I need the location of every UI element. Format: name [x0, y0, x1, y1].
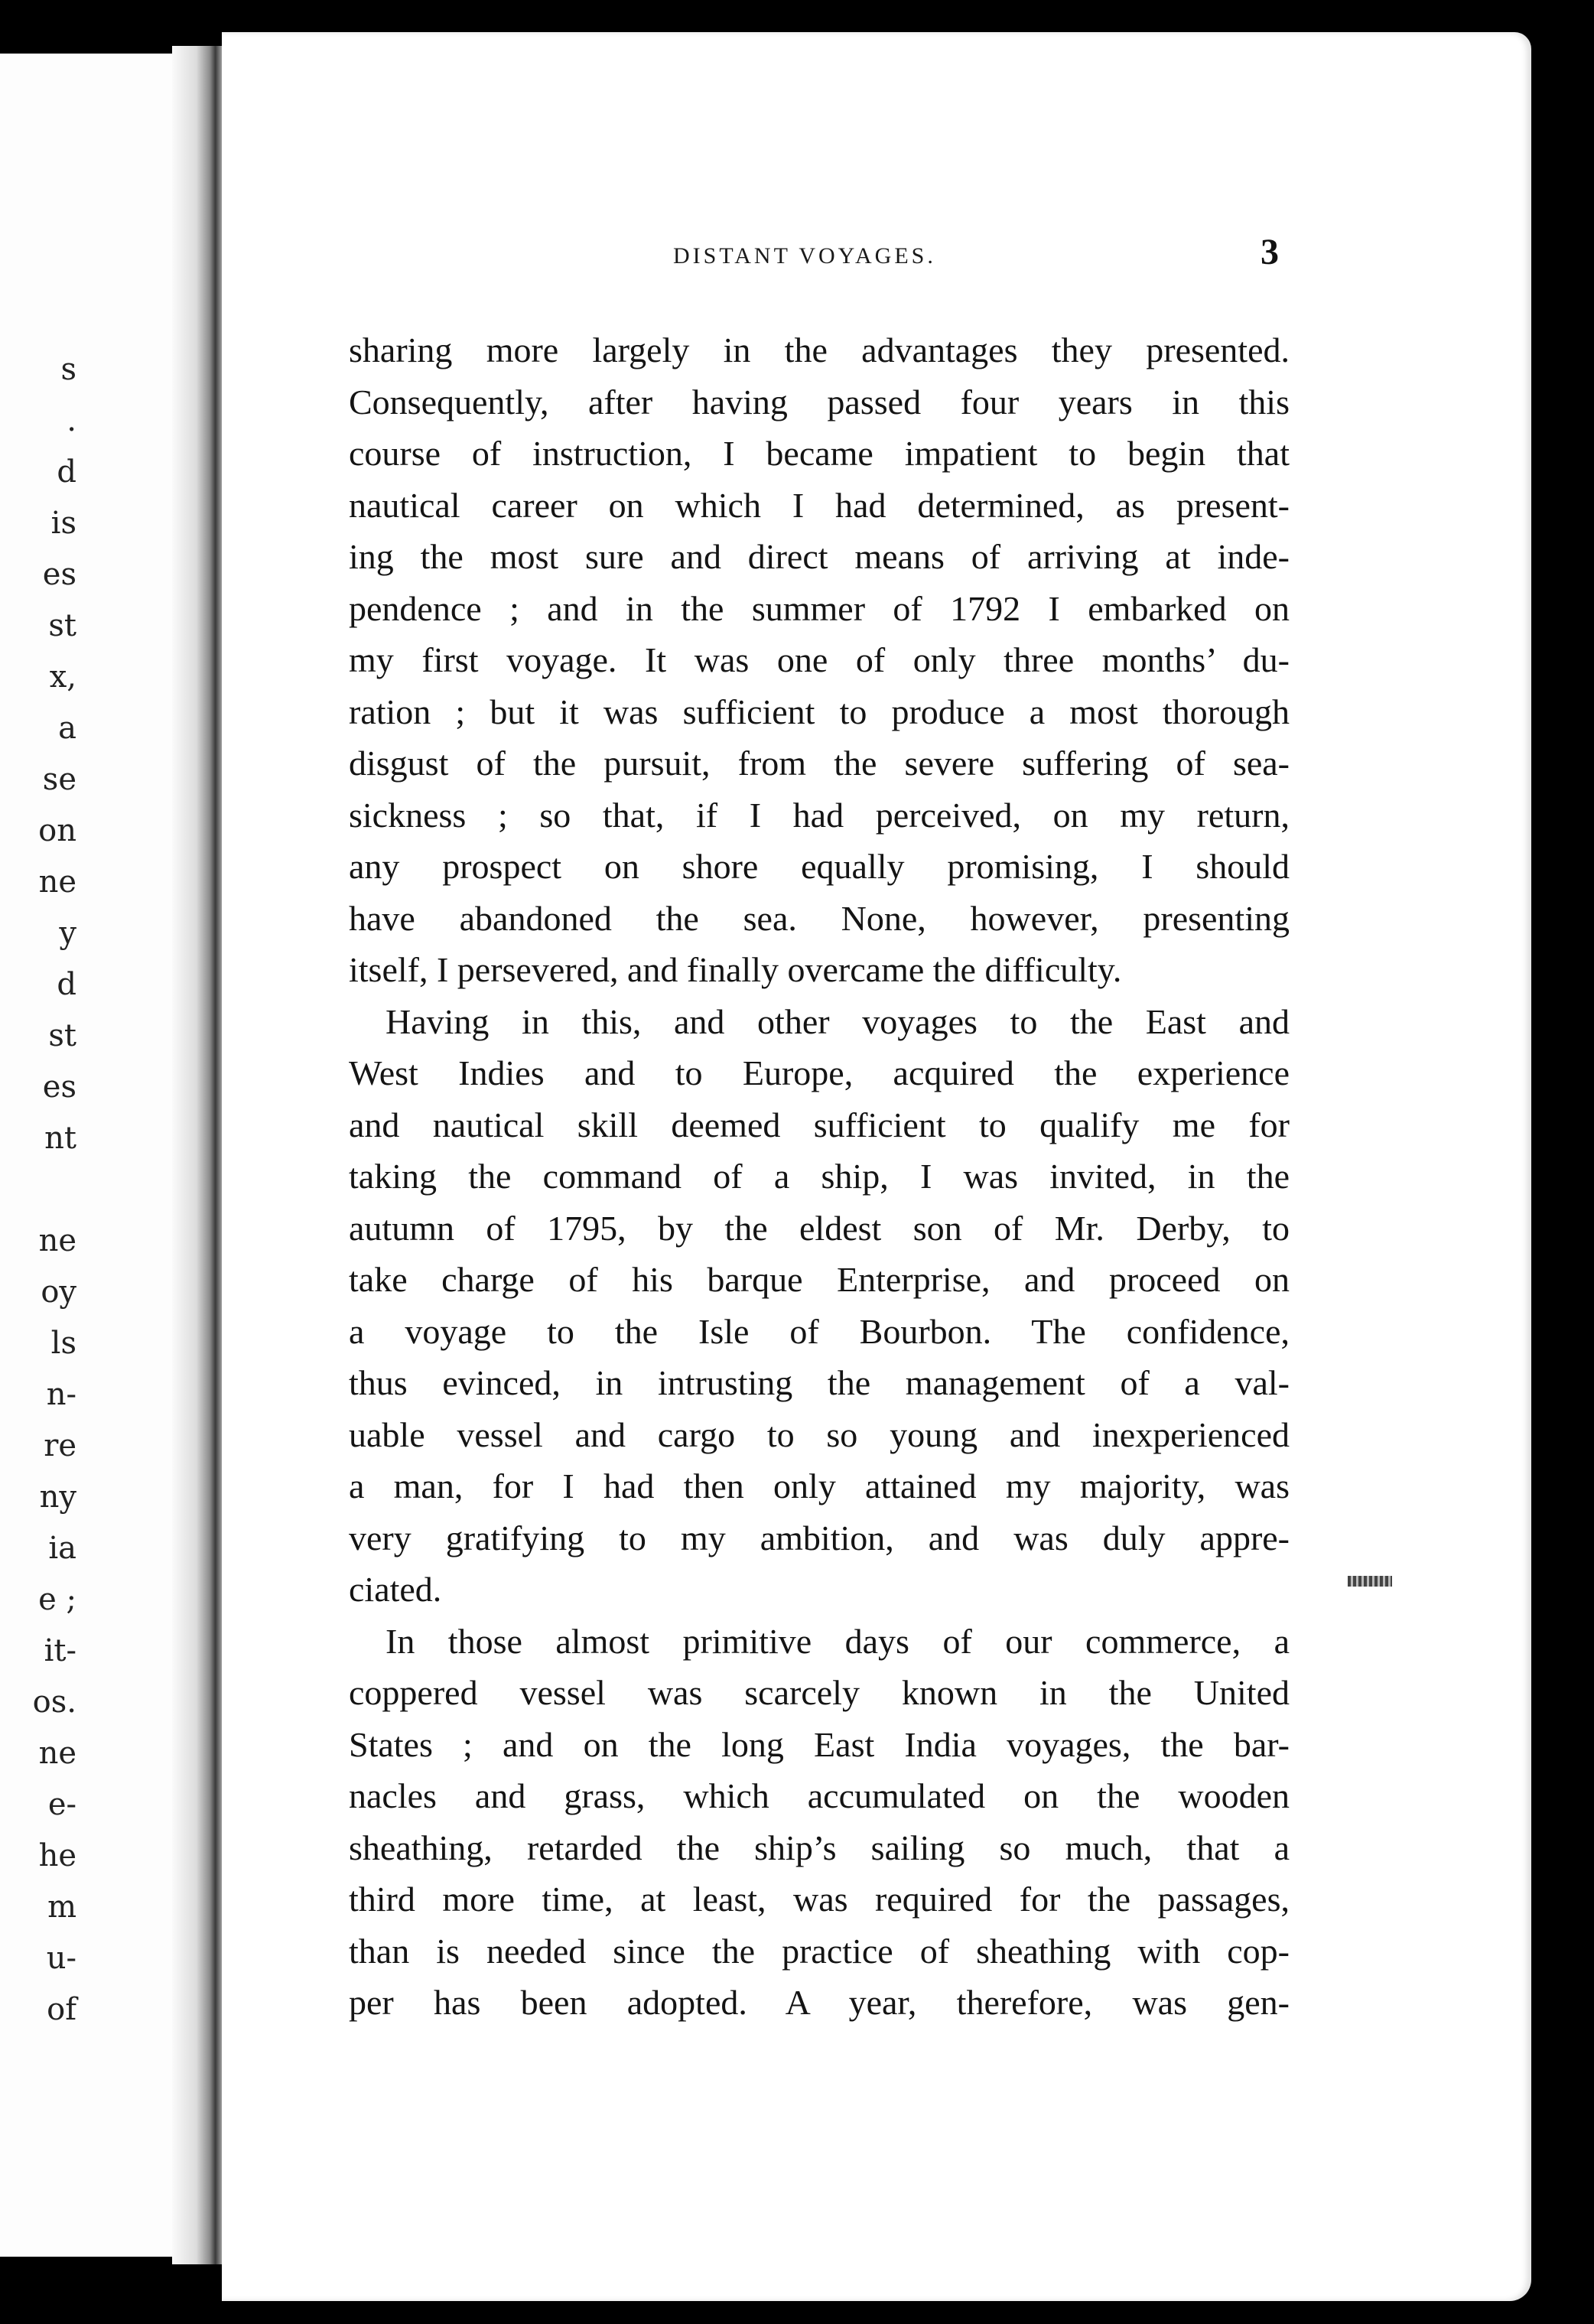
previous-page-line-end: ny: [39, 1479, 76, 1515]
previous-page-line-end: d: [57, 967, 76, 1002]
previous-page-line-end: os.: [32, 1684, 76, 1720]
previous-page-line-end: se: [42, 762, 76, 797]
text-line: nautical career on which I had determined, as present-: [349, 485, 1290, 525]
previous-page-line-end: nt: [44, 1121, 76, 1156]
previous-page-line-end: ia: [48, 1531, 76, 1566]
previous-page-line-end: s: [60, 352, 76, 387]
previous-page-line-end: n-: [46, 1377, 76, 1412]
text-line: a voyage to the Isle of Bourbon. The confidence,: [349, 1311, 1290, 1351]
text-line: per has been adopted. A year, therefore, was gen-: [349, 1983, 1290, 2022]
text-line: ciated.: [349, 1570, 442, 1609]
previous-page-line-end: ne: [38, 864, 76, 900]
previous-page-line-end: ne: [38, 1223, 76, 1258]
current-page: [222, 32, 1531, 2301]
text-line: my first voyage. It was one of only three months’ du-: [349, 640, 1290, 679]
previous-page-line-end: es: [42, 1069, 76, 1105]
running-head: [222, 231, 1531, 285]
page-number: 3: [1261, 232, 1279, 272]
text-line: course of instruction, I became impatient to begin that: [349, 434, 1290, 473]
text-line: pendence ; and in the summer of 1792 I embarked on: [349, 588, 1290, 628]
paragraph-first-line: In those almost primitive days of our commerce, a: [385, 1621, 1290, 1661]
text-line: very gratifying to my ambition, and was duly appre-: [349, 1518, 1290, 1557]
text-line: and nautical skill deemed sufficient to qualify me for: [349, 1105, 1290, 1144]
text-line: sheathing, retarded the ship’s sailing so much, that a: [349, 1828, 1290, 1867]
text-line: autumn of 1795, by the eldest son of Mr. Derby, to: [349, 1208, 1290, 1248]
text-line: third more time, at least, was required for the passages,: [349, 1880, 1290, 1919]
previous-page-line-end: re: [44, 1428, 76, 1463]
previous-page-line-end: is: [50, 506, 76, 541]
previous-page-line-end: e ;: [38, 1582, 76, 1617]
previous-page-line-end: d: [57, 454, 76, 490]
previous-page-line-end: st: [48, 1018, 76, 1053]
text-line: ration ; but it was sufficient to produce a most thorough: [349, 692, 1290, 731]
previous-page-line-end: x,: [49, 659, 76, 695]
previous-page-line-end: oy: [41, 1274, 76, 1310]
text-line: a man, for I had then only attained my majority, was: [349, 1466, 1290, 1505]
running-head-title: DISTANT VOYAGES.: [673, 243, 936, 269]
text-line: have abandoned the sea. None, however, presenting: [349, 898, 1290, 938]
previous-page-line-end: of: [47, 1992, 76, 2027]
text-line: any prospect on shore equally promising, I should: [349, 847, 1290, 886]
text-line: itself, I persevered, and finally overcame the difficulty.: [349, 950, 1122, 989]
previous-page-line-ends: [0, 344, 76, 2036]
previous-page-line-end: he: [38, 1838, 76, 1873]
binding-thread-mark: [1348, 1576, 1392, 1587]
previous-page-line-end: y: [59, 916, 76, 951]
previous-page-line-end: [0, 1164, 76, 1216]
text-line: thus evinced, in intrusting the management of a val-: [349, 1363, 1290, 1402]
body-text: [349, 324, 1290, 2029]
text-line: States ; and on the long East India voyages, the bar-: [349, 1724, 1290, 1764]
text-line: nacles and grass, which accumulated on the wooden: [349, 1776, 1290, 1815]
text-line: disgust of the pursuit, from the severe suffering of sea-: [349, 744, 1290, 783]
text-line: take charge of his barque Enterprise, and proceed on: [349, 1260, 1290, 1299]
text-line: than is needed since the practice of sheathing with cop-: [349, 1931, 1290, 1971]
previous-page-line-end: ne: [38, 1736, 76, 1771]
text-line: taking the command of a ship, I was invited, in the: [349, 1157, 1290, 1196]
text-line: ing the most sure and direct means of arriving at inde-: [349, 537, 1290, 576]
previous-page-line-end: on: [38, 813, 76, 848]
text-line: sharing more largely in the advantages they presented.: [349, 330, 1290, 369]
text-line: uable vessel and cargo to so young and inexperienced: [349, 1414, 1290, 1454]
previous-page-line-end: e-: [47, 1787, 76, 1822]
text-line: West Indies and to Europe, acquired the experience: [349, 1053, 1290, 1092]
previous-page-line-end: it-: [44, 1633, 76, 1668]
previous-page-line-end: m: [47, 1889, 76, 1925]
text-line: Consequently, after having passed four years in this: [349, 382, 1290, 422]
paragraph-first-line: Having in this, and other voyages to the East and: [385, 1001, 1290, 1041]
text-line: sickness ; so that, if I had perceived, on my return,: [349, 795, 1290, 835]
previous-page-line-end: ls: [50, 1326, 76, 1361]
previous-page-line-end: st: [48, 608, 76, 643]
previous-page-line-end: u-: [46, 1941, 76, 1976]
previous-page-line-end: a: [58, 711, 76, 746]
text-line: coppered vessel was scarcely known in the United: [349, 1673, 1290, 1712]
previous-page-line-end: es: [42, 557, 76, 592]
previous-page-line-end: .: [67, 403, 76, 438]
